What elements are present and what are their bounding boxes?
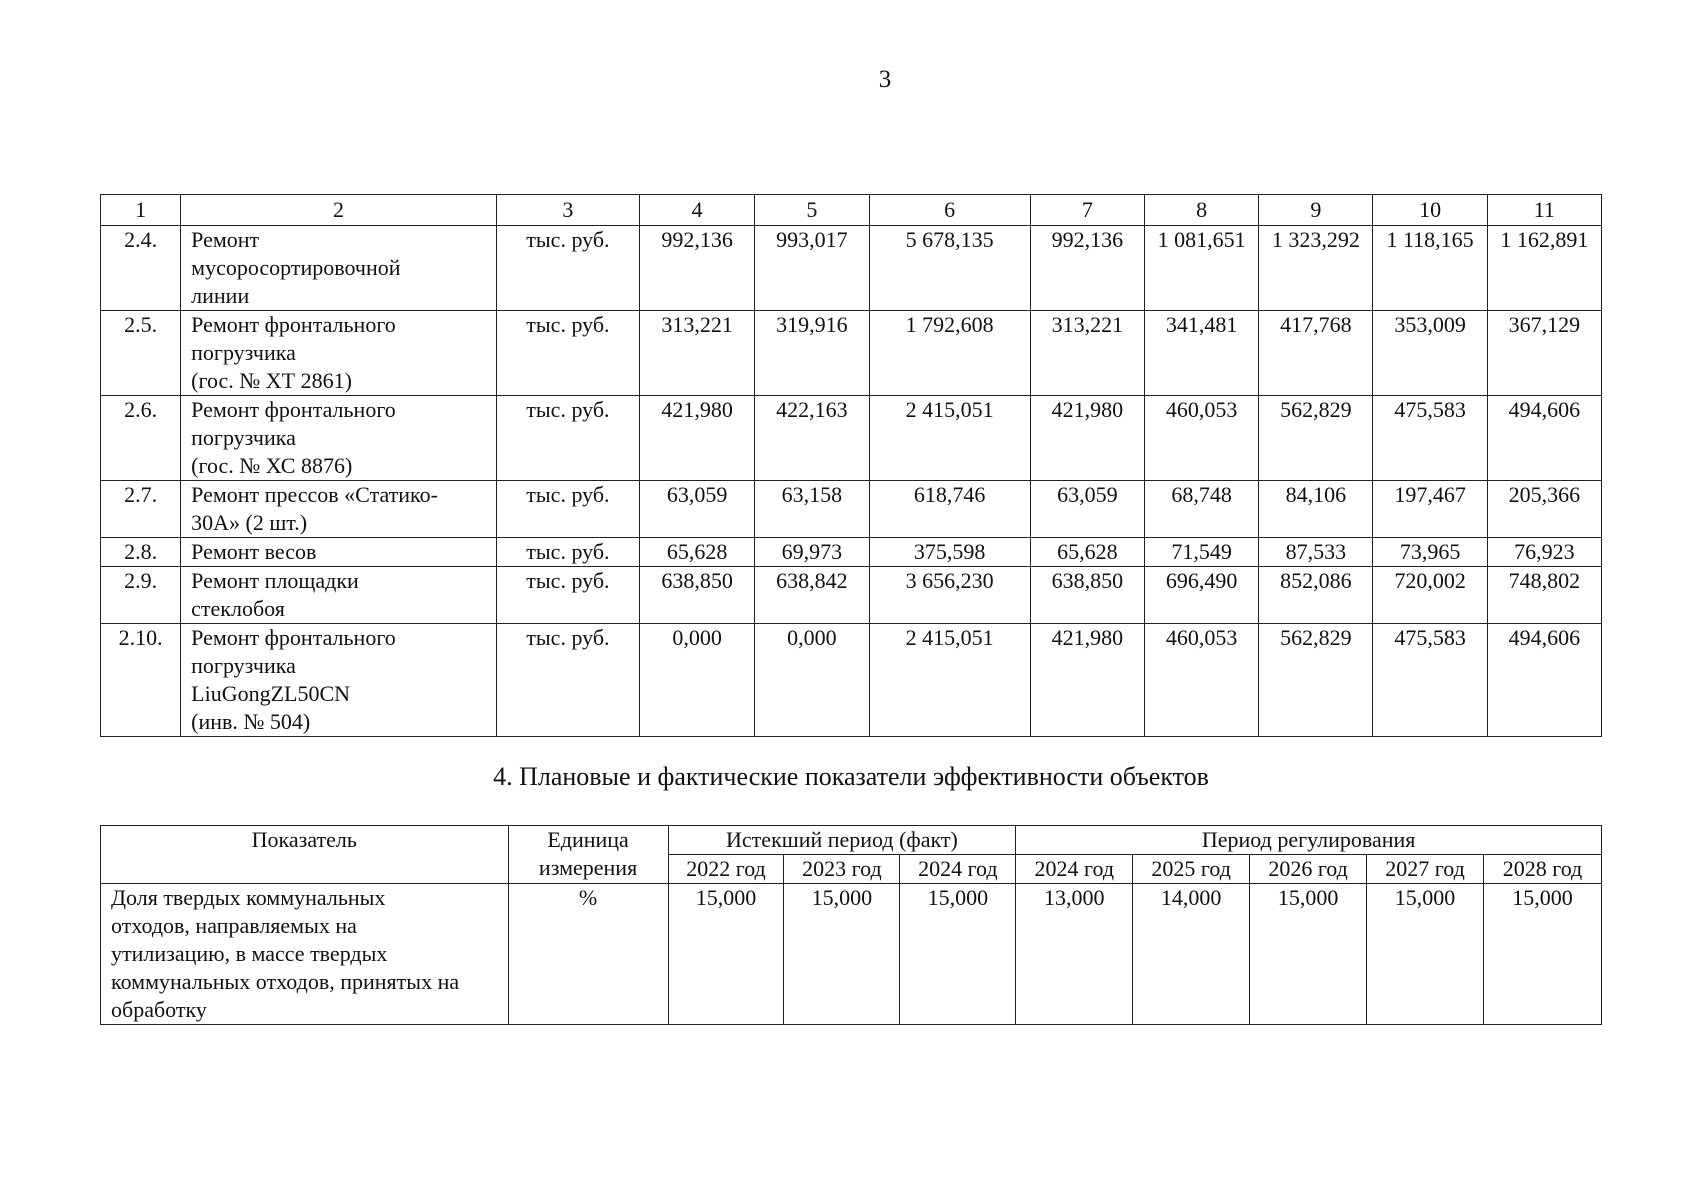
table-row [101, 396, 1602, 481]
row-value: 421,980 [1030, 624, 1144, 737]
year-header: 2025 год [1133, 855, 1250, 884]
row-unit: тыс. руб. [496, 311, 639, 396]
year-header: 2027 год [1367, 855, 1484, 884]
row-value: 3 656,230 [869, 567, 1030, 624]
row-value: 992,136 [1030, 226, 1144, 311]
row-value: 475,583 [1373, 624, 1487, 737]
table-row [101, 567, 1602, 624]
row-value: 748,802 [1487, 567, 1601, 624]
page-number: 3 [878, 66, 892, 93]
row-name-line: Ремонт площадки [191, 568, 359, 593]
row-name-line: Ремонт фронтального [191, 397, 396, 422]
row-value: 852,086 [1259, 567, 1373, 624]
row-value: 1 323,292 [1259, 226, 1373, 311]
row-value: 84,106 [1259, 481, 1373, 538]
row-value: 205,366 [1487, 481, 1601, 538]
row-number: 2.7. [101, 481, 181, 538]
row-name-line: LiuGongZL50CN [191, 681, 351, 706]
capital-repairs-table [100, 194, 1602, 737]
row-value: 421,980 [640, 396, 755, 481]
indicator-name-line: Доля твердых коммунальных [111, 885, 386, 910]
row-value: 76,923 [1487, 538, 1601, 567]
row-name-line: стеклобоя [191, 596, 285, 621]
column-number-row [101, 195, 1602, 226]
year-header: 2024 год [1016, 855, 1133, 884]
row-name-line: (инв. № 504) [191, 709, 311, 734]
col-header: 4 [640, 195, 755, 226]
table-row [101, 481, 1602, 538]
indicator-name-line: коммунальных отходов, принятых на [111, 969, 460, 994]
row-name [181, 624, 497, 737]
row-name-line: Ремонт весов [191, 539, 317, 564]
row-value: 197,467 [1373, 481, 1487, 538]
row-value: 562,829 [1259, 396, 1373, 481]
row-value: 341,481 [1145, 311, 1259, 396]
year-header: 2026 год [1250, 855, 1367, 884]
efficiency-indicators-table [100, 825, 1602, 1025]
row-name-line: 30А» (2 шт.) [191, 510, 308, 535]
row-value: 63,059 [640, 481, 755, 538]
table-row [101, 538, 1602, 567]
row-unit: тыс. руб. [496, 481, 639, 538]
row-number: 2.4. [101, 226, 181, 311]
indicator-value: 13,000 [1016, 884, 1133, 1025]
regulation-period-header: Период регулирования [1016, 826, 1602, 855]
row-value: 0,000 [640, 624, 755, 737]
indicator-value: 15,000 [1483, 884, 1601, 1025]
table-row [101, 226, 1602, 311]
col-header: 1 [101, 195, 181, 226]
row-value: 638,842 [755, 567, 869, 624]
row-number: 2.6. [101, 396, 181, 481]
col-header: 6 [869, 195, 1030, 226]
row-name [181, 538, 497, 567]
row-value: 421,980 [1030, 396, 1144, 481]
table-row [101, 624, 1602, 737]
col-header: 9 [1259, 195, 1373, 226]
row-name-line: погрузчика [191, 653, 296, 678]
row-value: 422,163 [755, 396, 869, 481]
row-name-line: погрузчика [191, 425, 296, 450]
row-name-line: (гос. № ХС 8876) [191, 453, 353, 478]
row-value: 993,017 [755, 226, 869, 311]
col-header: 3 [496, 195, 639, 226]
row-number: 2.5. [101, 311, 181, 396]
row-name-line: Ремонт фронтального [191, 625, 396, 650]
row-value: 638,850 [640, 567, 755, 624]
row-value: 618,746 [869, 481, 1030, 538]
row-value: 475,583 [1373, 396, 1487, 481]
kpi-data-row [101, 884, 1602, 1025]
row-value: 63,158 [755, 481, 869, 538]
indicator-name-line: отходов, направляемых на [111, 913, 357, 938]
fact-period-header: Истекший период (факт) [668, 826, 1016, 855]
row-value: 2 415,051 [869, 624, 1030, 737]
year-header: 2022 год [668, 855, 784, 884]
row-name [181, 481, 497, 538]
row-name [181, 396, 497, 481]
col-header: 2 [181, 195, 497, 226]
row-unit: тыс. руб. [496, 396, 639, 481]
row-unit: тыс. руб. [496, 538, 639, 567]
row-value: 1 118,165 [1373, 226, 1487, 311]
unit-header-line: Единица [547, 827, 629, 852]
unit-header [508, 826, 668, 884]
row-name [181, 226, 497, 311]
row-value: 992,136 [640, 226, 755, 311]
row-value: 87,533 [1259, 538, 1373, 567]
col-header: 11 [1487, 195, 1601, 226]
indicator-value: 15,000 [900, 884, 1016, 1025]
row-name-line: погрузчика [191, 340, 296, 365]
row-value: 69,973 [755, 538, 869, 567]
row-value: 5 678,135 [869, 226, 1030, 311]
row-value: 63,059 [1030, 481, 1144, 538]
row-name [181, 567, 497, 624]
year-header: 2023 год [784, 855, 900, 884]
row-value: 367,129 [1487, 311, 1601, 396]
unit-header-line: измерения [538, 855, 638, 880]
indicator-value: 15,000 [1250, 884, 1367, 1025]
indicator-unit: % [508, 884, 668, 1025]
row-unit: тыс. руб. [496, 567, 639, 624]
row-unit: тыс. руб. [496, 624, 639, 737]
section-heading: 4. Плановые и фактические показатели эффективности объектов [493, 762, 1209, 791]
indicator-header: Показатель [101, 826, 509, 884]
row-value: 638,850 [1030, 567, 1144, 624]
row-unit: тыс. руб. [496, 226, 639, 311]
row-name-line: мусоросортировочной [191, 255, 401, 280]
row-value: 65,628 [640, 538, 755, 567]
row-value: 460,053 [1145, 624, 1259, 737]
row-name-line: линии [191, 283, 250, 308]
row-value: 494,606 [1487, 396, 1601, 481]
row-name [181, 311, 497, 396]
indicator-name [101, 884, 509, 1025]
year-header: 2028 год [1483, 855, 1601, 884]
row-number: 2.10. [101, 624, 181, 737]
row-name-line: (гос. № ХТ 2861) [191, 368, 352, 393]
row-value: 68,748 [1145, 481, 1259, 538]
row-number: 2.8. [101, 538, 181, 567]
row-value: 2 415,051 [869, 396, 1030, 481]
indicator-name-line: утилизацию, в массе твердых [111, 941, 388, 966]
indicator-value: 15,000 [784, 884, 900, 1025]
row-value: 313,221 [1030, 311, 1144, 396]
year-header: 2024 год [900, 855, 1016, 884]
col-header: 5 [755, 195, 869, 226]
indicator-name-line: обработку [111, 997, 207, 1022]
row-name-line: Ремонт фронтального [191, 312, 396, 337]
row-value: 1 162,891 [1487, 226, 1601, 311]
row-name-line: Ремонт прессов «Статико- [191, 482, 438, 507]
row-value: 494,606 [1487, 624, 1601, 737]
row-value: 460,053 [1145, 396, 1259, 481]
row-value: 65,628 [1030, 538, 1144, 567]
row-value: 562,829 [1259, 624, 1373, 737]
row-value: 353,009 [1373, 311, 1487, 396]
indicator-value: 15,000 [668, 884, 784, 1025]
row-value: 319,916 [755, 311, 869, 396]
table-row [101, 311, 1602, 396]
col-header: 7 [1030, 195, 1144, 226]
row-value: 417,768 [1259, 311, 1373, 396]
row-value: 313,221 [640, 311, 755, 396]
row-number: 2.9. [101, 567, 181, 624]
col-header: 8 [1145, 195, 1259, 226]
row-name-line: Ремонт [191, 227, 260, 252]
indicator-value: 15,000 [1367, 884, 1484, 1025]
indicator-value: 14,000 [1133, 884, 1250, 1025]
row-value: 0,000 [755, 624, 869, 737]
kpi-header-row-1 [101, 826, 1602, 855]
col-header: 10 [1373, 195, 1487, 226]
row-value: 1 792,608 [869, 311, 1030, 396]
row-value: 73,965 [1373, 538, 1487, 567]
row-value: 720,002 [1373, 567, 1487, 624]
row-value: 71,549 [1145, 538, 1259, 567]
row-value: 375,598 [869, 538, 1030, 567]
row-value: 1 081,651 [1145, 226, 1259, 311]
row-value: 696,490 [1145, 567, 1259, 624]
